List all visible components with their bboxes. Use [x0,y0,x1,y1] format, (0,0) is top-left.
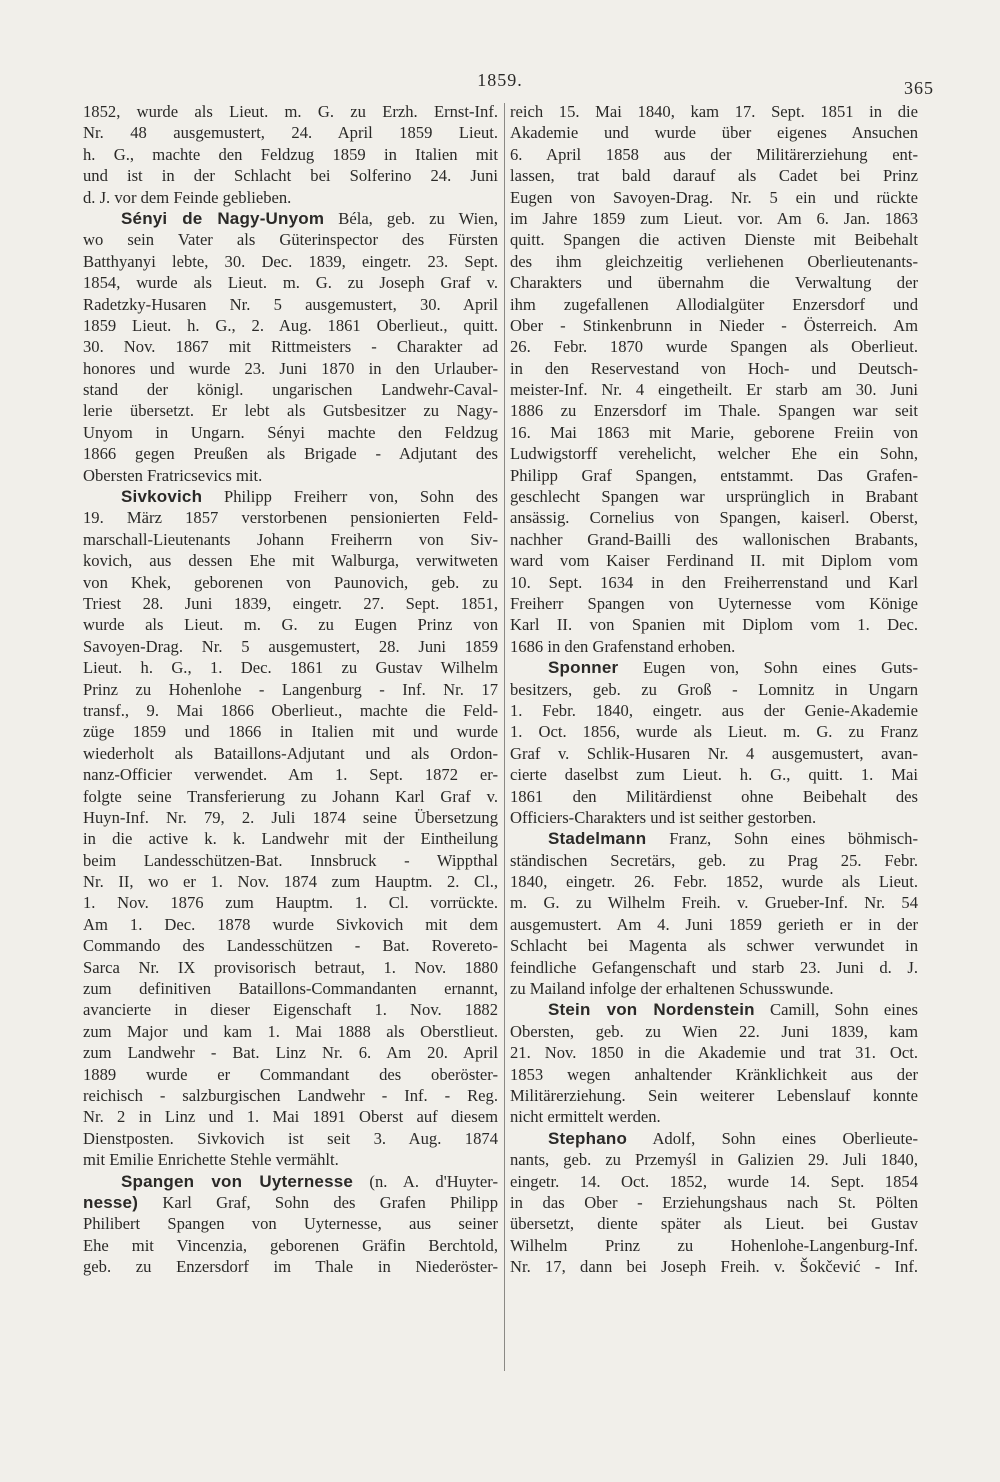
text-line [83,208,498,229]
text-line [510,251,918,272]
line-text: zum Major und kam 1. Mai 1888 als Oberstlieut. [83,1021,498,1041]
line-text: 19. März 1857 verstorbenen pensionierten Feld- [83,508,498,528]
text-line [510,229,918,250]
text-line [510,1256,918,1277]
text-line [83,871,498,892]
line-text: kovich, aus dessen Ehe mit Walburga, verwitweten [83,551,498,571]
text-line [510,1213,918,1234]
line-text: Schlacht bei Magenta als schwer verwundet in [510,936,918,956]
line-text: zum definitiven Bataillons-Commandanten ernannt, [83,979,498,999]
text-line [83,507,498,528]
text-line [83,700,498,721]
text-line [510,871,918,892]
line-text: Ober - Stinkenbrunn in Nieder - Österreich. Am [510,315,918,335]
text-line [83,1149,498,1170]
text-line [510,358,918,379]
line-text: des ihm gleichzeitig verliehenen Oberlieutenants- [510,251,918,271]
column-divider [504,103,505,1371]
line-text: und ist in der Schlacht bei Solferino 24. Juni [83,166,498,186]
text-line [83,122,498,143]
text-line [83,1171,498,1192]
text-line [83,657,498,678]
line-text: geb. zu Enzersdorf im Thale in Niederöster- [83,1257,498,1277]
entry-name-heading: Stephano [548,1128,628,1148]
text-line [83,636,498,657]
text-line [83,486,498,507]
text-line [510,379,918,400]
line-text: avancierte in dieser Eigenschaft 1. Nov. 1882 [83,1000,498,1020]
line-text: Adolf, Sohn eines Oberlieute- [627,1128,918,1148]
text-line [510,315,918,336]
line-text: 1866 gegen Preußen als Brigade - Adjutant des [83,444,498,464]
line-text: Eugen von, Sohn eines Guts- [618,658,918,678]
line-text: nants, geb. zu Przemyśl in Galizien 29. Juli 1840, [510,1150,918,1170]
line-text: 1886 zu Enzersdorf im Thale. Spangen war seit [510,401,918,421]
text-line [510,1021,918,1042]
page-number: 365 [904,78,934,98]
line-text: Franz, Sohn eines böhmisch- [646,829,918,849]
text-line [510,1085,918,1106]
text-line [510,1128,918,1149]
line-text: Nr. 2 in Linz und 1. Mai 1891 Oberst auf diesem [83,1107,498,1127]
entry-name-heading: Sényi de Nagy-Unyom [121,208,325,228]
line-text: Nr. 17, dann bei Joseph Freih. v. Šokčević - Inf. [510,1257,918,1277]
line-text: cierte daselbst zum Lieut. h. G., quitt. 1. Mai [510,765,918,785]
line-text: besitzers, geb. zu Groß - Lomnitz in Ungarn [510,679,918,699]
text-line [510,914,918,935]
text-line [510,529,918,550]
text-line [510,764,918,785]
line-text: Am 1. Dec. 1878 wurde Sivkovich mit dem [83,914,498,934]
line-text: ihm zugefallenen Allodialgüter Enzersdorf und [510,294,918,314]
text-line [510,957,918,978]
text-line [510,443,918,464]
line-text: im Jahre 1859 zum Lieut. vor. Am 6. Jan. 1863 [510,208,918,228]
line-text: Militärerziehung. Sein weiterer Lebenslauf konnte [510,1085,918,1105]
text-line [510,465,918,486]
line-text: 1. Febr. 1840, eingetr. aus der Genie-Akademie [510,700,918,720]
text-line [83,379,498,400]
line-text: honores und wurde 23. Juni 1870 in den Urlauber- [83,358,498,378]
text-line [510,572,918,593]
line-text: Huyn-Inf. Nr. 79, 2. Juli 1874 seine Übersetzung [83,807,498,827]
text-line [83,1192,498,1213]
line-text: 1. Oct. 1856, wurde als Lieut. m. G. zu Franz [510,722,918,742]
text-line [510,101,918,122]
line-text: ständischen Secretärs, geb. zu Prag 25. Febr. [510,850,918,870]
line-text: Ludwigstorff verehelicht, welcher Ehe ein Sohn, [510,444,918,464]
text-line [83,1021,498,1042]
line-text: wiederholt als Bataillons-Adjutant und als Ordon- [83,743,498,763]
text-line [510,700,918,721]
line-text: meister-Inf. Nr. 4 eingetheilt. Er starb am 30. Juni [510,380,918,400]
line-text: Wilhelm Prinz zu Hohenlohe-Langenburg-Inf. [510,1235,918,1255]
line-text: ward vom Kaiser Ferdinand II. mit Diplom vom [510,551,918,571]
text-line [83,315,498,336]
line-text: folgte seine Transferierung zu Johann Karl Graf v. [83,786,498,806]
line-text: 26. Febr. 1870 wurde Spangen als Oberlieut. [510,337,918,357]
running-head-year: 1859. [477,70,523,90]
text-line [83,1064,498,1085]
line-text: zu Mailand infolge der erhaltenen Schusswunde. [510,979,834,999]
left-column [83,101,498,1277]
line-text: Obersten, geb. zu Wien 22. Juni 1839, kam [510,1021,918,1041]
text-line [83,1256,498,1277]
text-line [510,786,918,807]
line-text: lassen, trat bald darauf als Cadet bei Prinz [510,166,918,186]
line-text: 21. Nov. 1850 in die Akademie und trat 31. Oct. [510,1043,918,1063]
line-text: Lieut. h. G., 1. Dec. 1861 zu Gustav Wilhelm [83,658,498,678]
text-line [83,978,498,999]
line-text: Philibert Spangen von Uyternesse, aus seiner [83,1214,498,1234]
text-line [83,101,498,122]
line-text: zum Landwehr - Bat. Linz Nr. 6. Am 20. April [83,1043,498,1063]
text-line [510,486,918,507]
text-line [510,1171,918,1192]
entry-name-heading: Stein von Nordenstein [548,1000,755,1020]
text-line [510,550,918,571]
line-text: in das Ober - Erziehungshaus nach St. Pölten [510,1192,918,1212]
line-text: Triest 28. Juni 1839, eingetr. 27. Sept. 1851, [83,593,498,613]
text-line [83,679,498,700]
line-text: Béla, geb. zu Wien, [324,208,498,228]
text-line [83,251,498,272]
line-text: Officiers-Charakters und ist seither gestorben. [510,807,817,827]
text-line [83,336,498,357]
text-line [83,828,498,849]
line-text: nanz-Officier verwendet. Am 1. Sept. 1872 er- [83,765,498,785]
text-line [83,165,498,186]
text-line [83,529,498,550]
line-text: wo sein Vater als Güterinspector des Fürsten [83,230,498,250]
line-text: transf., 9. Mai 1866 Oberlieut., machte die Feld- [83,700,498,720]
line-text: von Khek, geborenen von Paunovich, geb. zu [83,572,498,592]
text-line [83,294,498,315]
text-line [83,957,498,978]
text-line [510,850,918,871]
text-line [510,187,918,208]
line-text: stand der königl. ungarischen Landwehr-Caval- [83,380,498,400]
text-line [510,122,918,143]
line-text: reichisch - salzburgischen Landwehr - Inf. - Reg. [83,1085,498,1105]
text-line [83,144,498,165]
text-line [510,294,918,315]
text-line [510,1235,918,1256]
text-line [83,914,498,935]
text-line [83,550,498,571]
text-line [510,978,918,999]
text-line [83,465,498,486]
text-line [510,1064,918,1085]
text-line [83,614,498,635]
line-text: Prinz zu Hohenlohe - Langenburg - Inf. Nr. 17 [83,679,498,699]
line-text: in die active k. k. Landwehr mit der Eintheilung [83,829,498,849]
text-line [510,165,918,186]
line-text: 1853 wegen anhaltender Kränklichkeit aus der [510,1064,918,1084]
line-text: 1686 in den Grafenstand erhoben. [510,636,736,656]
right-column [510,101,918,1277]
entry-name-heading: Sponner [548,658,619,678]
line-text: Akademie und wurde über eigenes Ansuchen [510,123,918,143]
line-text: mit Emilie Enrichette Stehle vermählt. [83,1150,339,1170]
line-text: lerie übersetzt. Er lebt als Gutsbesitzer zu Nagy- [83,401,498,421]
text-line [510,721,918,742]
text-line [83,422,498,443]
line-text: geschlecht Spangen war ursprünglich in Brabant [510,487,918,507]
text-line [510,422,918,443]
line-text: Camill, Sohn eines [754,1000,918,1020]
text-line [83,358,498,379]
line-text: Graf v. Schlik-Husaren Nr. 4 ausgemustert, avan- [510,743,918,763]
line-text: quitt. Spangen die activen Dienste mit Beibehalt [510,230,918,250]
text-line [510,1106,918,1127]
line-text: 1852, wurde als Lieut. m. G. zu Erzh. Ernst-Inf. [83,102,498,121]
line-text: Radetzky-Husaren Nr. 5 ausgemustert, 30. April [83,294,498,314]
text-line [510,999,918,1020]
text-line [510,272,918,293]
line-text: züge 1859 und 1866 in Italien mit und wurde [83,722,498,742]
line-text: d. J. vor dem Feinde geblieben. [83,187,292,207]
line-text: Sarca Nr. IX provisorisch betraut, 1. Nov. 1880 [83,957,498,977]
line-text: Freiherr Spangen von Uyternesse vom Könige [510,593,918,613]
text-line [83,850,498,871]
text-line [83,721,498,742]
line-text: Batthyanyi lebte, 30. Dec. 1839, eingetr. 23. Sept. [83,251,498,271]
line-text: 1854, wurde als Lieut. m. G. zu Joseph Graf v. [83,273,498,293]
text-line [510,807,918,828]
text-line [83,443,498,464]
text-line [83,1128,498,1149]
line-text: ausgemustert. Am 4. Juni 1859 gerieth er in der [510,914,918,934]
line-text: 1859 Lieut. h. G., 2. Aug. 1861 Oberlieut., quitt. [83,315,498,335]
line-text: feindliche Gefangenschaft und starb 23. Juni d. J. [510,957,918,977]
line-text: 1861 den Militärdienst ohne Beibehalt des [510,786,918,806]
line-text: Karl Graf, Sohn des Grafen Philipp [138,1192,498,1212]
line-text: Obersten Fratricsevics mit. [83,465,263,485]
text-line [83,786,498,807]
line-text: Philipp Freiherr von, Sohn des [202,487,498,507]
text-line [83,764,498,785]
line-text: ansässig. Cornelius von Spangen, kaiserl. Oberst, [510,508,918,528]
line-text: Nr. 48 ausgemustert, 24. April 1859 Lieut. [83,123,498,143]
line-text: 16. Mai 1863 mit Marie, geborene Freiin von [510,422,918,442]
line-text: marschall-Lieutenants Johann Freiherrn von Siv- [83,529,498,549]
line-text: (n. A. d'Huyter- [353,1171,498,1191]
entry-name-heading: Spangen von Uyternesse [121,1171,354,1191]
text-line [510,828,918,849]
entry-name-heading: Sivkovich [121,487,203,507]
text-line [510,1149,918,1170]
line-text: h. G., machte den Feldzug 1859 in Italien mit [83,144,498,164]
text-line [83,272,498,293]
text-line [510,507,918,528]
line-text: in den Reservestand von Hoch- und Deutsch- [510,358,918,378]
text-line [83,1235,498,1256]
text-line [510,208,918,229]
line-text: Nr. II, wo er 1. Nov. 1874 zum Hauptm. 2. Cl., [83,872,498,892]
text-line [510,614,918,635]
text-line [510,593,918,614]
text-line [510,336,918,357]
text-line [510,1192,918,1213]
line-text: Charakters und übernahm die Verwaltung der [510,273,918,293]
text-line [83,1085,498,1106]
line-text: 1840, eingetr. 26. Febr. 1852, wurde als Lieut. [510,872,918,892]
text-line [83,1106,498,1127]
line-text: Eugen von Savoyen-Drag. Nr. 5 ein und rückte [510,187,918,207]
text-line [83,807,498,828]
line-text: eingetr. 14. Oct. 1852, wurde 14. Sept. 1854 [510,1171,918,1191]
text-line [510,679,918,700]
line-text: übersetzt, diente später als Lieut. bei Gustav [510,1214,918,1234]
line-text: 1889 wurde er Commandant des oberöster- [83,1064,498,1084]
line-text: Philipp Graf Spangen, entstammt. Das Grafen- [510,465,918,485]
line-text: 30. Nov. 1867 mit Rittmeisters - Charakter ad [83,337,498,357]
line-text: Savoyen-Drag. Nr. 5 ausgemustert, 28. Juni 1859 [83,636,498,656]
line-text: Ehe mit Vincenzia, geborenen Gräfin Berchtold, [83,1235,498,1255]
line-text: 10. Sept. 1634 in den Freiherrenstand und Karl [510,572,918,592]
line-text: wurde als Lieut. m. G. zu Eugen Prinz von [83,615,498,635]
text-line [83,743,498,764]
text-line [510,743,918,764]
text-line [83,572,498,593]
line-text: Karl II. von Spanien mit Diplom vom 1. Dec. [510,615,918,635]
line-text: beim Landesschützen-Bat. Innsbruck - Wippthal [83,850,498,870]
text-line [83,999,498,1020]
line-text: Commando des Landesschützen - Bat. Rovereto- [83,936,498,956]
text-line [510,636,918,657]
text-line [510,1042,918,1063]
line-text: 1. Nov. 1876 zum Hauptm. 1. Cl. vorrückte. [83,893,498,913]
entry-name-heading: nesse) [83,1192,139,1212]
text-line [83,593,498,614]
text-line [510,400,918,421]
text-line [83,892,498,913]
text-line [510,935,918,956]
entry-name-heading: Stadelmann [548,829,647,849]
line-text: nicht ermittelt werden. [510,1107,661,1127]
text-line [510,892,918,913]
text-line [83,400,498,421]
text-line [510,657,918,678]
text-line [510,144,918,165]
line-text: Unyom in Ungarn. Sényi machte den Feldzug [83,422,498,442]
text-line [83,187,498,208]
line-text: m. G. zu Wilhelm Freih. v. Grueber-Inf. Nr. 54 [510,893,918,913]
text-line [83,1042,498,1063]
text-line [83,229,498,250]
line-text: Dienstposten. Sivkovich ist seit 3. Aug. 1874 [83,1128,498,1148]
line-text: reich 15. Mai 1840, kam 17. Sept. 1851 in die [510,102,918,121]
line-text: 6. April 1858 aus der Militärerziehung ent- [510,144,918,164]
text-line [83,935,498,956]
text-line [83,1213,498,1234]
line-text: nachher Grand-Bailli des wallonischen Brabants, [510,529,918,549]
